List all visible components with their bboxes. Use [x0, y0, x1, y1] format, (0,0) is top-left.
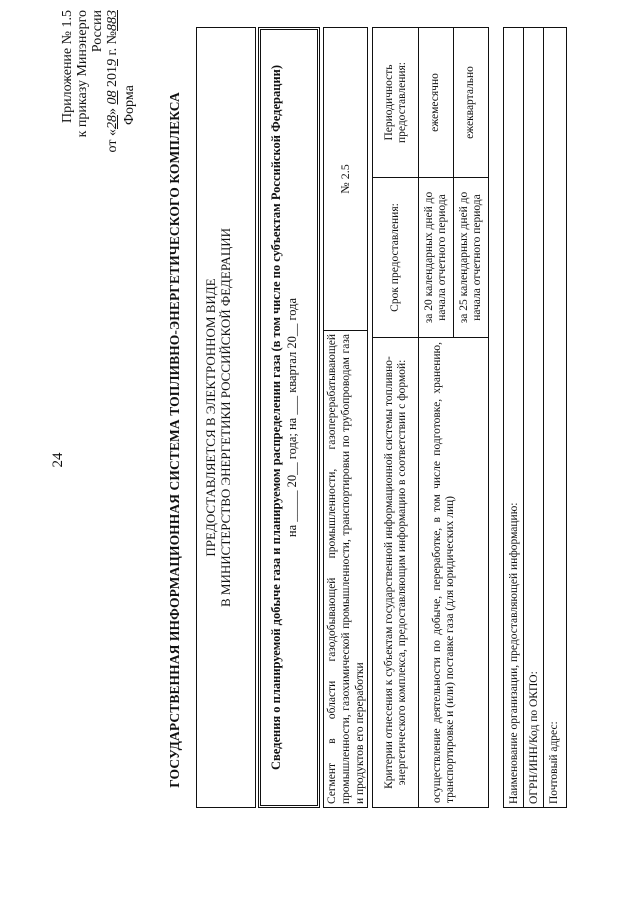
appendix-block — [60, 10, 120, 180]
year-suffix: г. № — [105, 31, 120, 56]
segment-box — [323, 27, 368, 808]
deadline-cell: за 20 календарных дней до начала отчетного периода — [419, 177, 454, 337]
appendix-title: Приложение № 1.5 — [60, 10, 75, 123]
appendix-date-line — [105, 10, 120, 180]
frequency-cell: ежемесячно — [419, 28, 454, 177]
criteria-header: Критерии отнесения к субъектам государственной информационной системы топливно-энергетического комплекса, предоставляющим информацию в соответствии с формой: — [373, 337, 419, 807]
order-number: 883 — [105, 10, 120, 31]
activity-criteria: осуществление деятельности по добыче, переработке, в том числе подготовке, хранению, транспортировке и (или) поставке газа (для юридических лиц) — [419, 337, 488, 807]
info-title: Сведения о планируемой добыче газа и планируемом распределении газа (в том числе по субъектам Российской Федерации) — [269, 64, 283, 771]
organization-name-label: Наименование организации, предоставляющей информацию: — [504, 28, 524, 807]
frequency-cell: ежеквартально — [464, 66, 477, 139]
date-prefix: от « — [105, 129, 120, 153]
form-number: № 2.5 — [324, 28, 367, 331]
segment-text: Сегмент в области газодобывающей промышленности, газоперерабатывающей промышленности, газохимической промышленности, транспортировки по трубопроводам газа и продуктов его переработки — [326, 334, 366, 804]
submission-line-2: В МИНИСТЕРСТВО ЭНЕРГЕТИКИ РОССИЙСКОЙ ФЕДЕРАЦИИ — [218, 228, 233, 607]
page-number: 24 — [50, 452, 66, 468]
deadline-header: Срок предоставления: — [373, 177, 419, 337]
year-prefix: 201 — [105, 66, 120, 88]
appendix-order-line: к приказу Минэнерго России — [75, 10, 105, 138]
date-day: 28 — [105, 115, 120, 130]
postal-address-label: Почтовый адрес: — [548, 721, 560, 804]
form-label: Форма — [122, 85, 137, 125]
submission-line-1: ПРЕДОСТАВЛЯЕТСЯ В ЭЛЕКТРОННОМ ВИДЕ — [203, 278, 218, 557]
ogrn-label: ОГРН/ИНН/Код по ОКПО: — [524, 28, 544, 807]
criteria-table — [372, 27, 489, 808]
year-digit: 9 — [105, 59, 120, 67]
info-box — [258, 27, 320, 808]
deadline-cell: за 25 календарных дней до начала отчетного периода — [454, 177, 489, 337]
submission-box — [196, 27, 256, 808]
info-period: на _____ 20__ года; на ___ квартал 20__ года — [285, 297, 299, 538]
system-title: ГОСУДАРСТВЕННАЯ ИНФОРМАЦИОННАЯ СИСТЕМА ТОПЛИВНО-ЭНЕРГЕТИЧЕСКОГО КОМПЛЕКСА — [167, 92, 182, 788]
date-month: 08 — [105, 90, 120, 105]
organization-box — [503, 27, 567, 808]
frequency-header: Периодичность предоставления: — [373, 28, 419, 177]
date-mid: » — [105, 108, 120, 116]
